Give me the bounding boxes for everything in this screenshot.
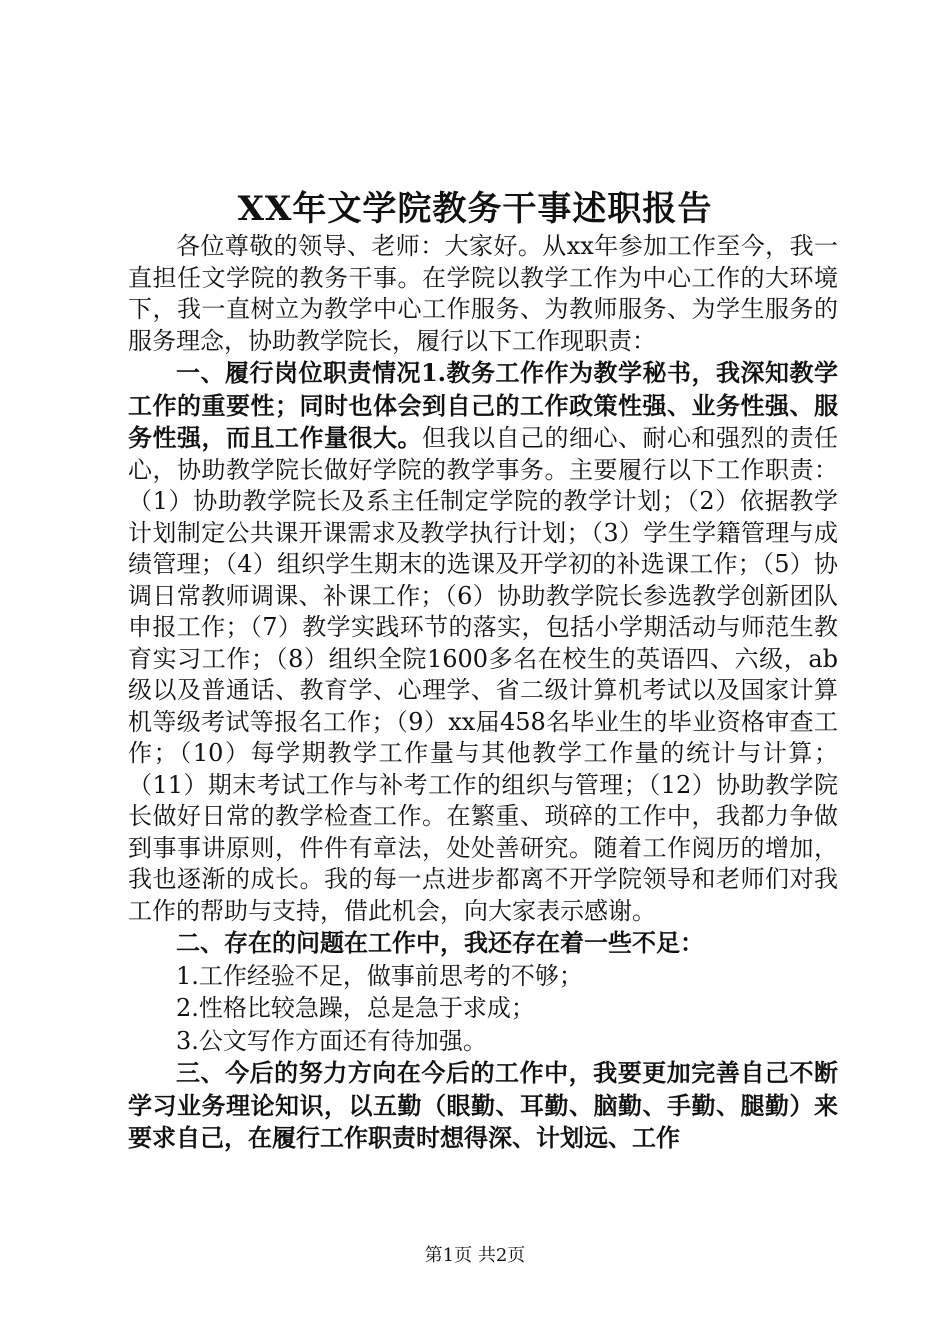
paragraph-text: 各位尊敬的领导、老师：大家好。从xx年参加工作至今，我一直担任文学院的教务干事。在学院以教学工作为中心工作的大环境下，我一直树立为教学中心工作服务、为教师服务、为学生服务的服务理念，协助教学院长，履行以下工作现职责： xyxy=(128,232,838,355)
paragraph-section-3 xyxy=(128,1057,838,1155)
section-3-heading: 三、今后的努力方向在今后的工作中，我要更加完善自己不断学习业务理论知识，以五勤（眼勤、耳勤、脑勤、手勤、腿勤）来要求自己，在履行工作职责时想得深、计划远、工作 xyxy=(128,1058,838,1152)
paragraph-section-2 xyxy=(128,927,838,960)
list-item-3-text: 3.公文写作方面还有待加强。 xyxy=(176,1026,487,1055)
section-1-text: 但我以自己的细心、耐心和强烈的责任心，协助教学院长做好学院的教学事务。主要履行以下工作职责：（1）协助教学院长及系主任制定学院的教学计划；（2）依据教学计划制定公共课开课需求及教学执行计划；（3）学生学籍管理与成绩管理；（4）组织学生期末的选课及开学初的补选课工作；（5）协调日常教师调课、补课工作；（6）协助教学院长参选教学创新团队申报工作；（7）教学实践环节的落实，包括小学期活动与师范生教育实习工作；（8）组织全院1600多名在校生的英语四、六级，ab级以及普通话、教育学、心理学、省二级计算机考试以及国家计算机等级考试等报名工作；（9）xx届458名毕业生的毕业资格审查工作；（10）每学期教学工作量与其他教学工作量的统计与计算；（11）期末考试工作与补考工作的组织与管理；（12）协助教学院长做好日常的教学检查工作。在繁重、琐碎的工作中，我都力争做到事事讲原则，件件有章法，处处善研究。随着工作阅历的增加，我也逐渐的成长。我的每一点进步都离不开学院领导和老师们对我工作的帮助与支持，借此机会，向大家表示感谢。 xyxy=(128,424,838,925)
list-item-1-text: 1.工作经验不足，做事前思考的不够； xyxy=(176,961,583,990)
paragraph-section-1 xyxy=(128,357,838,927)
document-body xyxy=(128,230,838,1155)
document-title: XX年文学院教务干事述职报告 xyxy=(237,189,713,229)
paragraph-greeting xyxy=(128,230,838,357)
list-item-2 xyxy=(128,992,838,1025)
list-item-3 xyxy=(128,1025,838,1058)
section-1-heading: 一、履行岗位职责情况1.教务工作作为教学秘书，我深知教学工作的重要性；同时也体会到自己的工作政策性强、业务性强、服务性强，而且工作量很大。 xyxy=(128,358,838,452)
page-footer: 第1页 共2页 xyxy=(424,1245,526,1266)
list-item-2-text: 2.性格比较急躁，总是急于求成； xyxy=(176,994,535,1022)
section-2-heading: 二、存在的问题在工作中，我还存在着一些不足： xyxy=(176,928,704,957)
list-item-1 xyxy=(128,960,838,993)
